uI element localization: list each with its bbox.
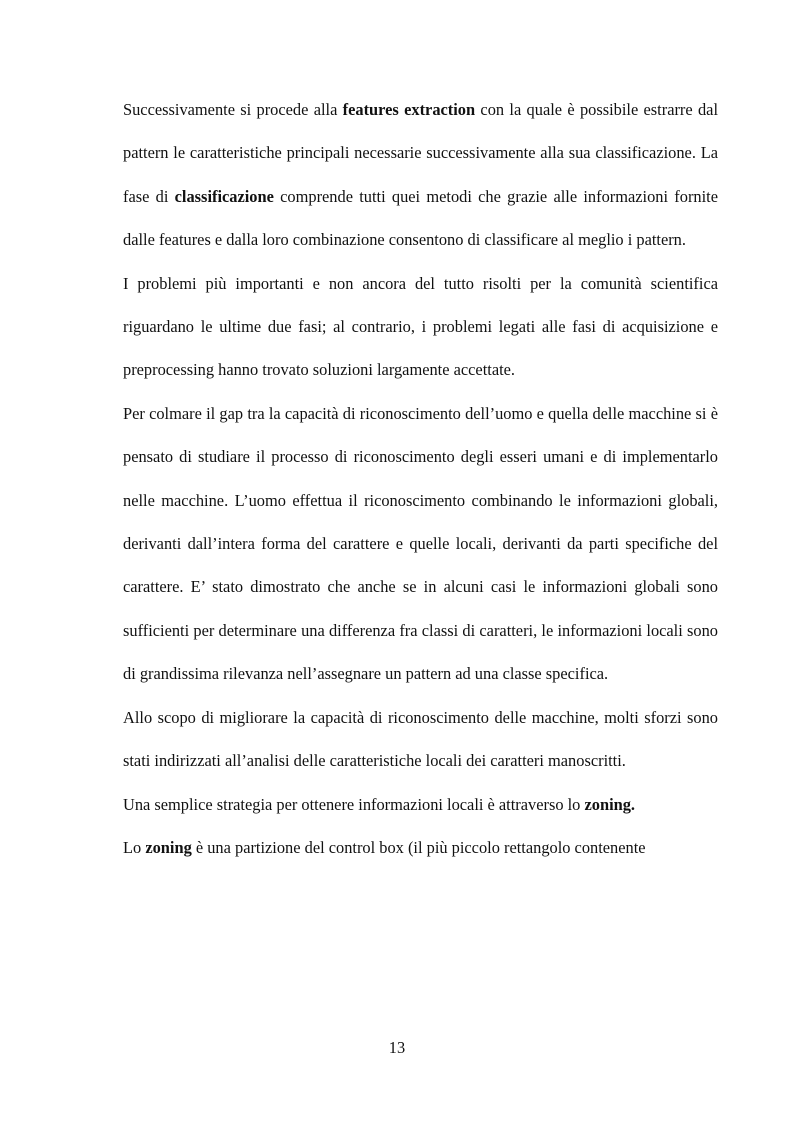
bold-term: classificazione xyxy=(174,186,274,206)
body-text xyxy=(123,88,718,869)
text-run: Lo xyxy=(123,837,146,857)
page-number: 13 xyxy=(388,1038,406,1057)
paragraph xyxy=(123,262,718,392)
text-run: comprende tutti quei metodi che grazie alle informazioni fornite dalle features e dalla loro combinazione consentono di classificare al meglio i pattern. xyxy=(123,186,718,250)
text-run: Per colmare il gap tra la capacità di riconoscimento dell’uomo e quella delle macchine si è pensato di studiare il processo di riconoscimento degli esseri umani e di implementarlo nelle macchine. L’uomo effettua il riconoscimento combinando le informazioni globali, derivanti dall’intera forma del carattere e quelle locali, derivanti da parti specifiche del carattere. E’ stato dimostrato che anche se in alcuni casi le informazioni globali sono sufficienti per determinare una differenza fra classi di caratteri, le informazioni locali sono di grandissima rilevanza nell’assegnare un pattern ad una classe specifica. xyxy=(123,403,718,684)
paragraph xyxy=(123,88,718,262)
paragraph xyxy=(123,696,718,783)
paragraph xyxy=(123,826,718,869)
text-run: I problemi più importanti e non ancora del tutto risolti per la comunità scientifica riguardano le ultime due fasi; al contrario, i problemi legati alle fasi di acquisizione e preprocessing hanno trovato soluzioni largamente accettate. xyxy=(123,273,718,380)
bold-term: zoning xyxy=(145,837,192,857)
text-run: Successivamente si procede alla xyxy=(123,100,343,119)
bold-term: features extraction xyxy=(342,100,476,119)
paragraph xyxy=(123,783,718,826)
paragraph xyxy=(123,392,718,696)
text-run: Allo scopo di migliorare la capacità di riconoscimento delle macchine, molti sforzi sono stati indirizzati all’analisi delle caratteristiche locali dei caratteri manoscritti. xyxy=(123,707,718,771)
bold-term: zoning. xyxy=(584,794,636,814)
text-run: Una semplice strategia per ottenere informazioni locali è attraverso lo xyxy=(123,794,585,814)
text-run: con la quale è possibile estrarre dal pattern le caratteristiche principali necessarie successivamente alla sua classificazione. La fase di xyxy=(123,100,718,206)
text-run: è una partizione del control box (il più piccolo rettangolo contenente xyxy=(191,837,646,857)
